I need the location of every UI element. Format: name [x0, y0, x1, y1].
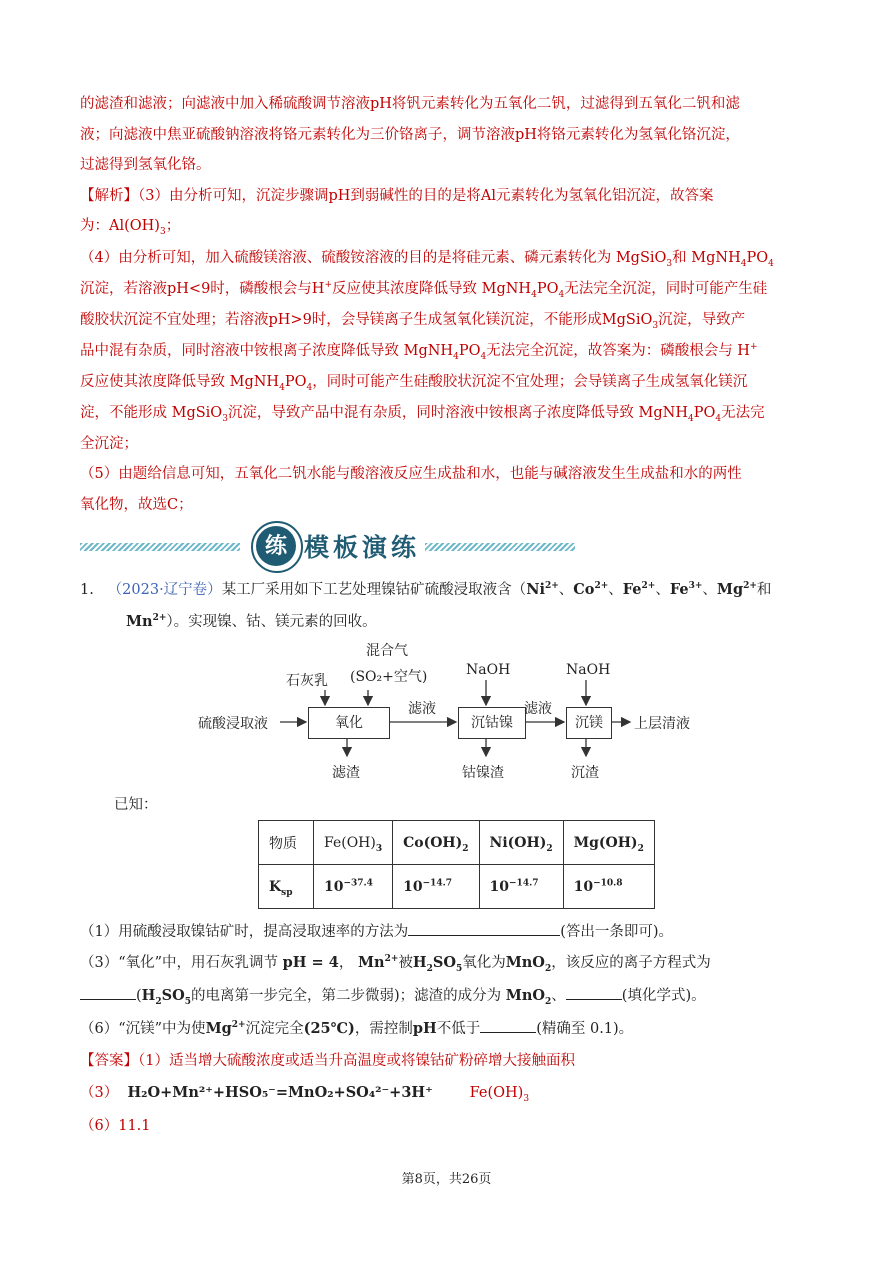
- text: (精确至 0.1)。: [536, 1021, 634, 1037]
- ksp-label: K: [269, 878, 282, 895]
- ion: Fe: [669, 581, 689, 598]
- text: ；: [165, 218, 181, 234]
- text: 和 MgNH: [672, 250, 741, 266]
- text: 无法完: [721, 405, 765, 421]
- subscript: 4: [558, 289, 565, 300]
- question-line: [126, 612, 377, 632]
- flowchart-arrows: [180, 632, 720, 792]
- output-label: 上层清液: [634, 716, 690, 732]
- subscript: 3: [222, 413, 228, 424]
- ksp-exponent: −14.7: [422, 877, 453, 888]
- subscript: 2: [155, 996, 162, 1007]
- text: 无法完全沉淀，同时可能产生硅: [564, 281, 768, 297]
- text: 无法完全沉淀，故答案为：磷酸根会与 H: [486, 343, 750, 359]
- step-oxidation: 氧化: [308, 707, 390, 739]
- subscript: 2: [426, 963, 433, 974]
- subscript: 5: [455, 963, 463, 974]
- formula: SO: [432, 954, 456, 971]
- table-cell: [314, 865, 393, 909]
- subquestion-3: [80, 953, 711, 973]
- analysis-line: [80, 403, 765, 423]
- residue-label: 沉渣: [571, 765, 599, 781]
- analysis-line: [80, 279, 767, 299]
- math: pH = 4: [282, 954, 339, 971]
- ion-charge: 2+: [594, 581, 609, 592]
- text: 、: [551, 988, 566, 1004]
- page-footer: 第8页，共26页: [401, 1172, 492, 1187]
- answer-equation: H₂O+Mn²⁺+HSO₅⁻=MnO₂+SO₄²⁻+3H⁺: [127, 1084, 433, 1101]
- subscript: 2: [546, 843, 553, 854]
- known-label: 已知：: [114, 797, 158, 813]
- text: (填化学式)。: [621, 988, 706, 1004]
- ion: Mn: [126, 613, 153, 630]
- subscript: 4: [480, 351, 487, 362]
- ion-charge: 2+: [544, 581, 559, 592]
- question-text: 某工厂采用如下工艺处理镍钴矿硫酸浸取液含（: [221, 582, 527, 598]
- formula: SO: [161, 987, 185, 1004]
- question-line: [80, 580, 771, 600]
- text: （3）“氧化”中，用石灰乳调节: [80, 955, 279, 971]
- answer-tag: 【答案】: [80, 1053, 138, 1069]
- step-precip-co-ni: 沉钴镍: [458, 707, 526, 739]
- sep: 、: [558, 582, 574, 598]
- subscript: 3: [375, 843, 383, 854]
- table-header: [563, 821, 654, 865]
- subquestion-3: [80, 985, 706, 1006]
- ksp-table: [258, 820, 655, 909]
- subscript: 4: [768, 258, 774, 269]
- analysis-line: 的滤渣和滤液；向滤液中加入稀硫酸调节溶液pH将钒元素转化为五氧化二钒，过滤得到五氧化二钒和滤: [80, 96, 740, 112]
- banner-hatch-right: [425, 543, 575, 551]
- table-header: [314, 821, 393, 865]
- superscript: 2+: [231, 1020, 246, 1031]
- answer-blank[interactable]: [480, 1018, 536, 1033]
- text: (答出一条即可)。: [560, 924, 674, 940]
- ion: Co: [573, 581, 595, 598]
- text: ，同时可能产生硅酸胶状沉淀不宜处理；会导镁离子生成氢氧化镁沉: [312, 374, 748, 390]
- table-header: [479, 821, 563, 865]
- text: PO: [536, 281, 559, 297]
- analysis-line: 过滤得到氢氧化铬。: [80, 157, 211, 173]
- superscript: 2+: [384, 954, 399, 965]
- subscript: 2: [545, 996, 552, 1007]
- text: PO: [746, 250, 769, 266]
- text: ，: [338, 955, 354, 971]
- subscript: 3: [666, 258, 673, 269]
- subquestion-1: [80, 921, 673, 942]
- text: (: [136, 988, 142, 1004]
- text: 被: [398, 955, 413, 971]
- text: 反应使其浓度降低导致 MgNH: [80, 374, 280, 390]
- process-flowchart: [180, 632, 720, 792]
- text: PO: [458, 343, 481, 359]
- subscript: 4: [740, 258, 747, 269]
- residue-label: 钴镍渣: [462, 765, 504, 781]
- answer-residue: Fe(OH): [469, 1085, 524, 1101]
- text: 沉淀，若溶液pH<9时，磷酸根会与H: [80, 281, 325, 297]
- formula: Fe(OH): [324, 834, 376, 851]
- formula: MnO: [505, 954, 545, 971]
- analysis-line: [80, 372, 747, 392]
- answer-line: （6）11.1: [80, 1118, 151, 1134]
- subscript: 4: [453, 351, 459, 362]
- table-cell: [259, 865, 314, 909]
- subscript: 2: [462, 843, 469, 854]
- subscript: 3: [523, 1093, 530, 1104]
- section-banner: [80, 524, 812, 570]
- banner-hatch-left: [80, 543, 240, 551]
- subscript: 3: [652, 320, 659, 331]
- ion: Mg: [716, 581, 744, 598]
- superscript: +: [324, 280, 332, 291]
- table-header: [393, 821, 479, 865]
- subscript: sp: [281, 887, 293, 898]
- text: 沉淀，导致产: [658, 312, 746, 328]
- text: 不低于: [436, 1021, 481, 1037]
- filtrate-label: 滤液: [408, 701, 436, 717]
- analysis-line: 氧化物，故选C；: [80, 497, 193, 513]
- question-text: ）。实现镍、钴、镁元素的回收。: [166, 614, 377, 630]
- analysis-line: [80, 248, 774, 268]
- analysis-line: [80, 310, 745, 330]
- analysis-text: （3）由分析可知，沉淀步骤调pH到弱碱性的目的是将Al元素转化为氢氧化铝沉淀，故答案: [138, 188, 714, 204]
- answer-line: [80, 1083, 529, 1103]
- table-cell: [479, 865, 563, 909]
- formula: Ni(OH): [489, 834, 547, 851]
- jiexi-tag: 【解析】: [80, 188, 138, 204]
- analysis-line: [80, 216, 180, 236]
- naoh-label: NaOH: [466, 662, 511, 678]
- text: （6）“沉镁”中为使: [80, 1021, 206, 1037]
- residue-label: 滤渣: [332, 765, 360, 781]
- question-number: 1.: [80, 582, 94, 598]
- text: 沉淀，导致产品中混有杂质，同时溶液中铵根离子浓度降低导致 MgNH: [227, 405, 689, 421]
- subscript: 2: [637, 843, 644, 854]
- text: 的电离第一步完全，第二步微弱)；滤渣的成分为: [191, 988, 502, 1004]
- naoh-label: NaOH: [566, 662, 611, 678]
- formula: MnO: [505, 987, 546, 1004]
- math: pH: [412, 1020, 437, 1037]
- formula: Mg(OH): [573, 834, 638, 851]
- text: 反应使其浓度降低导致 MgNH: [332, 281, 532, 297]
- ksp-base: 10: [489, 878, 510, 895]
- ksp-exponent: −10.8: [593, 877, 623, 888]
- sep: 、: [702, 582, 717, 598]
- answer-label: （3）: [80, 1085, 119, 1101]
- table-cell: [393, 865, 479, 909]
- superscript: +: [749, 342, 758, 353]
- formula: Mn: [357, 954, 385, 971]
- subscript: 4: [279, 382, 285, 393]
- table-header: 物质: [259, 821, 314, 865]
- analysis-line: [80, 341, 758, 361]
- answer-line: [80, 1051, 575, 1071]
- table-row: [259, 865, 655, 909]
- ion-charge: 2+: [743, 581, 757, 592]
- practice-badge-icon: 练: [256, 526, 296, 566]
- question-source: （2023·辽宁卷）: [107, 582, 222, 598]
- answer-blank[interactable]: [408, 921, 560, 936]
- sep: 、: [655, 582, 670, 598]
- input-label: 硫酸浸取液: [198, 716, 268, 732]
- subscript: 4: [715, 413, 722, 424]
- text: 酸胶状沉淀不宜处理；若溶液pH>9时，会导镁离子生成氢氧化镁沉淀，不能形成MgSiO: [80, 312, 653, 328]
- ion-charge: 2+: [641, 581, 656, 592]
- subscript: 5: [184, 996, 192, 1007]
- formula: Mg: [205, 1020, 232, 1037]
- table-row: [259, 821, 655, 865]
- text: ，需控制: [354, 1021, 413, 1037]
- text: 品中混有杂质，同时溶液中铵根离子浓度降低导致 MgNH: [80, 343, 454, 359]
- temperature: (25℃): [303, 1020, 355, 1037]
- subscript: 4: [531, 289, 537, 300]
- ion: Fe: [622, 581, 642, 598]
- filtrate-label: 滤液: [524, 701, 552, 717]
- reagent-lime: 石灰乳: [286, 673, 328, 689]
- subquestion-6: [80, 1018, 633, 1039]
- subscript: 4: [688, 413, 694, 424]
- step-precip-mg: 沉镁: [566, 707, 612, 739]
- ksp-exponent: −37.4: [343, 877, 373, 888]
- text: 氧化为: [462, 955, 506, 971]
- text: 为：Al(OH): [80, 218, 160, 234]
- text: （4）由分析可知，加入硫酸镁溶液、硫酸铵溶液的目的是将硅元素、磷元素转化为 MgSiO: [80, 250, 667, 266]
- text: （1）用硫酸浸取镍钴矿时，提高浸取速率的方法为: [80, 924, 409, 940]
- table-cell: [563, 865, 654, 909]
- ksp-base: 10: [324, 878, 344, 895]
- text: 沉淀完全: [245, 1021, 304, 1037]
- text: ，该反应的离子方程式为: [551, 955, 711, 971]
- answer-text: （1）适当增大硫酸浓度或适当升高温度或将镍钴矿粉碎增大接触面积: [138, 1053, 575, 1069]
- subscript: 3: [159, 226, 166, 237]
- ion: Ni: [526, 581, 545, 598]
- formula: H: [412, 954, 427, 971]
- formula: H: [141, 987, 156, 1004]
- text: 淀，不能形成 MgSiO: [80, 405, 223, 421]
- sep: 、: [608, 582, 623, 598]
- answer-blank[interactable]: [80, 985, 136, 1000]
- reagent-gas-formula: (SO₂+空气): [350, 669, 428, 685]
- text: PO: [284, 374, 307, 390]
- analysis-line: 液；向滤液中焦亚硫酸钠溶液将铬元素转化为三价铬离子，调节溶液pH将铬元素转化为氢氧化铬沉淀，: [80, 127, 740, 143]
- formula: Co(OH): [403, 834, 463, 851]
- subscript: 2: [544, 963, 552, 974]
- ksp-base: 10: [573, 878, 594, 895]
- ksp-exponent: −14.7: [509, 877, 539, 888]
- ksp-base: 10: [403, 878, 423, 895]
- analysis-line: [80, 186, 714, 206]
- subscript: 4: [306, 382, 313, 393]
- banner-title: 模板演练: [304, 533, 421, 562]
- analysis-line: （5）由题给信息可知，五氧化二钒水能与酸溶液反应生成盐和水，也能与碱溶液发生生成盐和水的两性: [80, 466, 742, 482]
- reagent-gas: 混合气: [366, 643, 408, 659]
- text: PO: [693, 405, 716, 421]
- ion-charge: 3+: [688, 581, 703, 592]
- ion-charge: 2+: [152, 613, 167, 624]
- answer-blank[interactable]: [566, 985, 622, 1000]
- analysis-line: 全沉淀；: [80, 436, 138, 452]
- and: 和: [756, 582, 772, 598]
